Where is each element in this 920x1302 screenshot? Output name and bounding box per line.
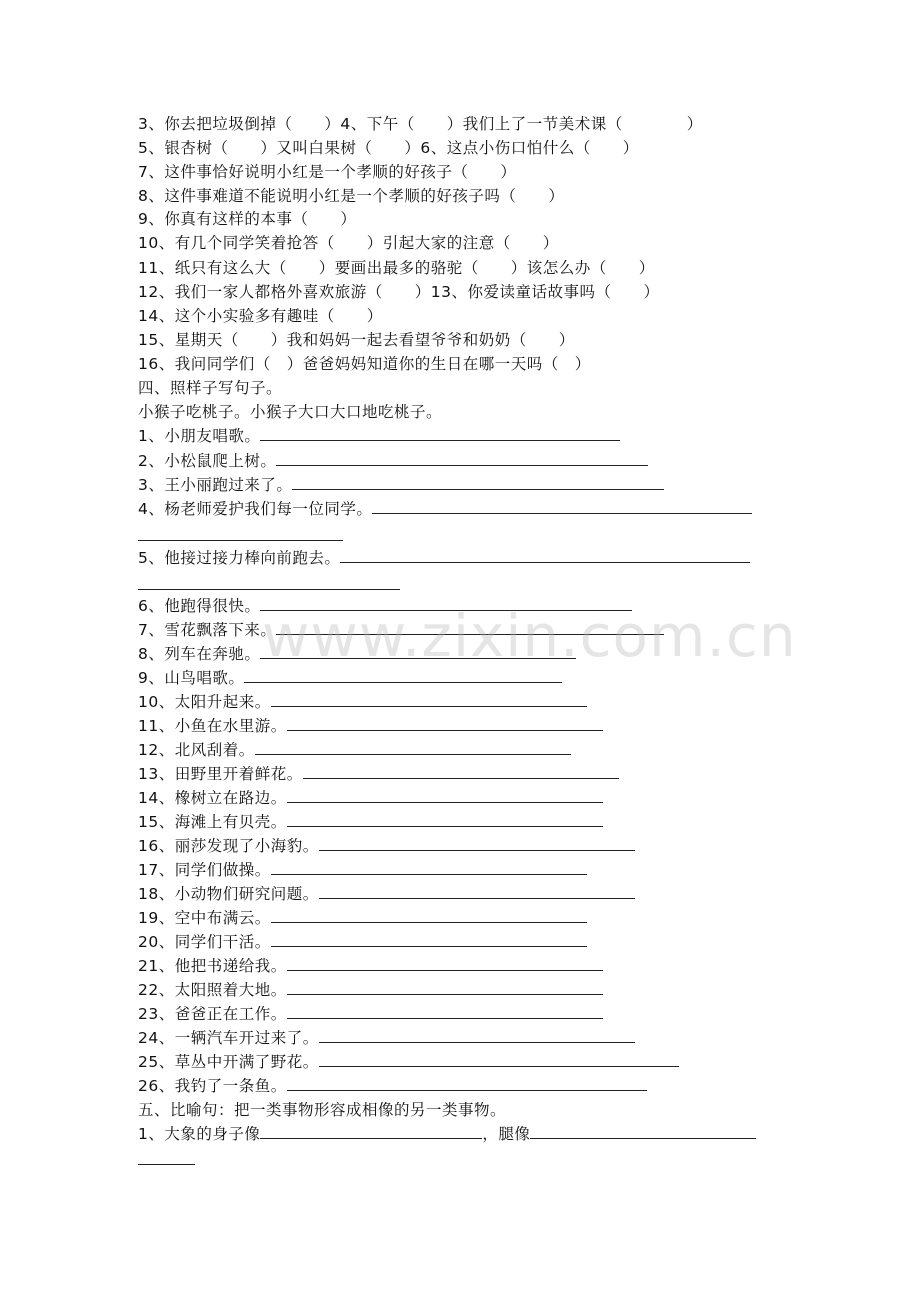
answer-blank[interactable]	[319, 1052, 679, 1067]
item-text: 23、爸爸正在工作。	[138, 1005, 287, 1023]
section-heading: 四、照样子写句子。	[138, 379, 283, 397]
answer-blank[interactable]	[244, 668, 562, 683]
exercise-item	[138, 1004, 603, 1024]
exercise-item	[138, 668, 562, 688]
answer-blank[interactable]	[372, 499, 752, 514]
exercise-item	[138, 980, 603, 1000]
answer-blank[interactable]	[287, 788, 603, 803]
exercise-item	[138, 451, 648, 471]
answer-blank[interactable]	[287, 1076, 647, 1091]
fill-line: 7、这件事恰好说明小红是一个孝顺的好孩子（ ）	[138, 163, 517, 181]
fill-line: 12、我们一家人都格外喜欢旅游（ ）13、你爱读童话故事吗（ ）	[138, 283, 660, 301]
item-text: 17、同学们做操。	[138, 861, 271, 879]
item-text: 19、空中布满云。	[138, 909, 271, 927]
answer-blank[interactable]	[319, 884, 635, 899]
exercise-item	[138, 1076, 647, 1096]
answer-blank[interactable]	[276, 620, 664, 635]
item-text: 7、雪花飘落下来。	[138, 621, 277, 639]
item-text: 6、他跑得很快。	[138, 597, 261, 615]
exercise-item	[138, 932, 587, 952]
exercise-item	[138, 426, 620, 446]
exercise-item	[138, 1028, 635, 1048]
exercise-item	[138, 1052, 679, 1072]
item-text: 9、山鸟唱歌。	[138, 669, 245, 687]
example-sentence: 小猴子吃桃子。小猴子大口大口地吃桃子。	[138, 403, 443, 421]
item-text: 26、我钓了一条鱼。	[138, 1077, 287, 1095]
answer-blank[interactable]	[260, 644, 576, 659]
exercise-item	[138, 499, 752, 519]
fill-line: 11、纸只有这么大（ ）要画出最多的骆驼（ ）该怎么办（ ）	[138, 259, 655, 277]
fill-line: 8、这件事难道不能说明小红是一个孝顺的好孩子吗（ ）	[138, 187, 565, 205]
answer-blank[interactable]	[292, 475, 664, 490]
answer-blank[interactable]	[276, 451, 648, 466]
item-text: ，腿像	[482, 1125, 531, 1143]
answer-blank[interactable]	[271, 692, 587, 707]
exercise-item	[138, 1124, 756, 1144]
answer-blank-continued[interactable]	[138, 540, 343, 541]
item-text: 4、杨老师爱护我们每一位同学。	[138, 500, 373, 518]
exercise-item	[138, 475, 664, 495]
answer-blank[interactable]	[340, 548, 750, 563]
fill-line: 5、银杏树（ ）又叫白果树（ ）6、这点小伤口怕什么（ ）	[138, 139, 639, 157]
answer-blank[interactable]	[260, 1124, 482, 1139]
exercise-item	[138, 644, 576, 664]
section-heading: 五、比喻句：把一类事物形容成相像的另一类事物。	[138, 1101, 507, 1119]
exercise-item	[138, 812, 603, 832]
exercise-item	[138, 908, 587, 928]
item-text: 20、同学们干活。	[138, 933, 271, 951]
answer-blank[interactable]	[271, 908, 587, 923]
item-text: 1、大象的身子像	[138, 1125, 261, 1143]
exercise-item	[138, 884, 635, 904]
fill-line: 10、有几个同学笑着抢答（ ）引起大家的注意（ ）	[138, 234, 559, 252]
answer-blank[interactable]	[287, 812, 603, 827]
exercise-item	[138, 788, 603, 808]
exercise-item	[138, 860, 587, 880]
fill-line: 16、我问同学们（ ）爸爸妈妈知道你的生日在哪一天吗（ ）	[138, 355, 591, 373]
fill-line: 9、你真有这样的本事（ ）	[138, 210, 357, 228]
answer-blank[interactable]	[255, 740, 571, 755]
item-text: 21、他把书递给我。	[138, 957, 287, 975]
exercise-item	[138, 548, 750, 568]
answer-blank[interactable]	[287, 716, 603, 731]
item-text: 18、小动物们研究问题。	[138, 885, 319, 903]
item-text: 2、小松鼠爬上树。	[138, 452, 277, 470]
exercise-item	[138, 620, 664, 640]
answer-blank[interactable]	[287, 1004, 603, 1019]
item-text: 13、田野里开着鲜花。	[138, 765, 303, 783]
answer-blank-continued[interactable]	[138, 589, 400, 590]
answer-blank[interactable]	[530, 1124, 756, 1139]
answer-blank[interactable]	[287, 980, 603, 995]
item-text: 3、王小丽跑过来了。	[138, 476, 293, 494]
item-text: 1、小朋友唱歌。	[138, 427, 261, 445]
answer-blank[interactable]	[260, 426, 620, 441]
item-text: 25、草丛中开满了野花。	[138, 1053, 319, 1071]
answer-blank[interactable]	[260, 596, 632, 611]
exercise-item	[138, 716, 603, 736]
item-text: 8、列车在奔驰。	[138, 645, 261, 663]
fill-line: 3、你去把垃圾倒掉（ ）4、下午（ ）我们上了一节美术课（ ）	[138, 115, 703, 133]
exercise-item	[138, 692, 587, 712]
item-text: 24、一辆汽车开过来了。	[138, 1029, 319, 1047]
exercise-item	[138, 764, 619, 784]
fill-line: 15、星期天（ ）我和妈妈一起去看望爷爷和奶奶（ ）	[138, 331, 575, 349]
exercise-item	[138, 740, 571, 760]
answer-blank[interactable]	[271, 860, 587, 875]
answer-blank[interactable]	[319, 1028, 635, 1043]
item-text: 10、太阳升起来。	[138, 693, 271, 711]
watermark: www.zixin.com.cn	[262, 602, 797, 670]
answer-blank[interactable]	[319, 836, 635, 851]
answer-blank[interactable]	[271, 932, 587, 947]
answer-blank-continued[interactable]	[138, 1164, 195, 1165]
fill-line: 14、这个小实验多有趣哇（ ）	[138, 307, 383, 325]
answer-blank[interactable]	[287, 956, 603, 971]
item-text: 16、丽莎发现了小海豹。	[138, 837, 319, 855]
exercise-item	[138, 836, 635, 856]
item-text: 12、北风刮着。	[138, 741, 255, 759]
item-text: 22、太阳照着大地。	[138, 981, 287, 999]
exercise-item	[138, 956, 603, 976]
item-text: 11、小鱼在水里游。	[138, 717, 287, 735]
item-text: 5、他接过接力棒向前跑去。	[138, 549, 341, 567]
item-text: 15、海滩上有贝壳。	[138, 813, 287, 831]
answer-blank[interactable]	[303, 764, 619, 779]
exercise-item	[138, 596, 632, 616]
item-text: 14、橡树立在路边。	[138, 789, 287, 807]
